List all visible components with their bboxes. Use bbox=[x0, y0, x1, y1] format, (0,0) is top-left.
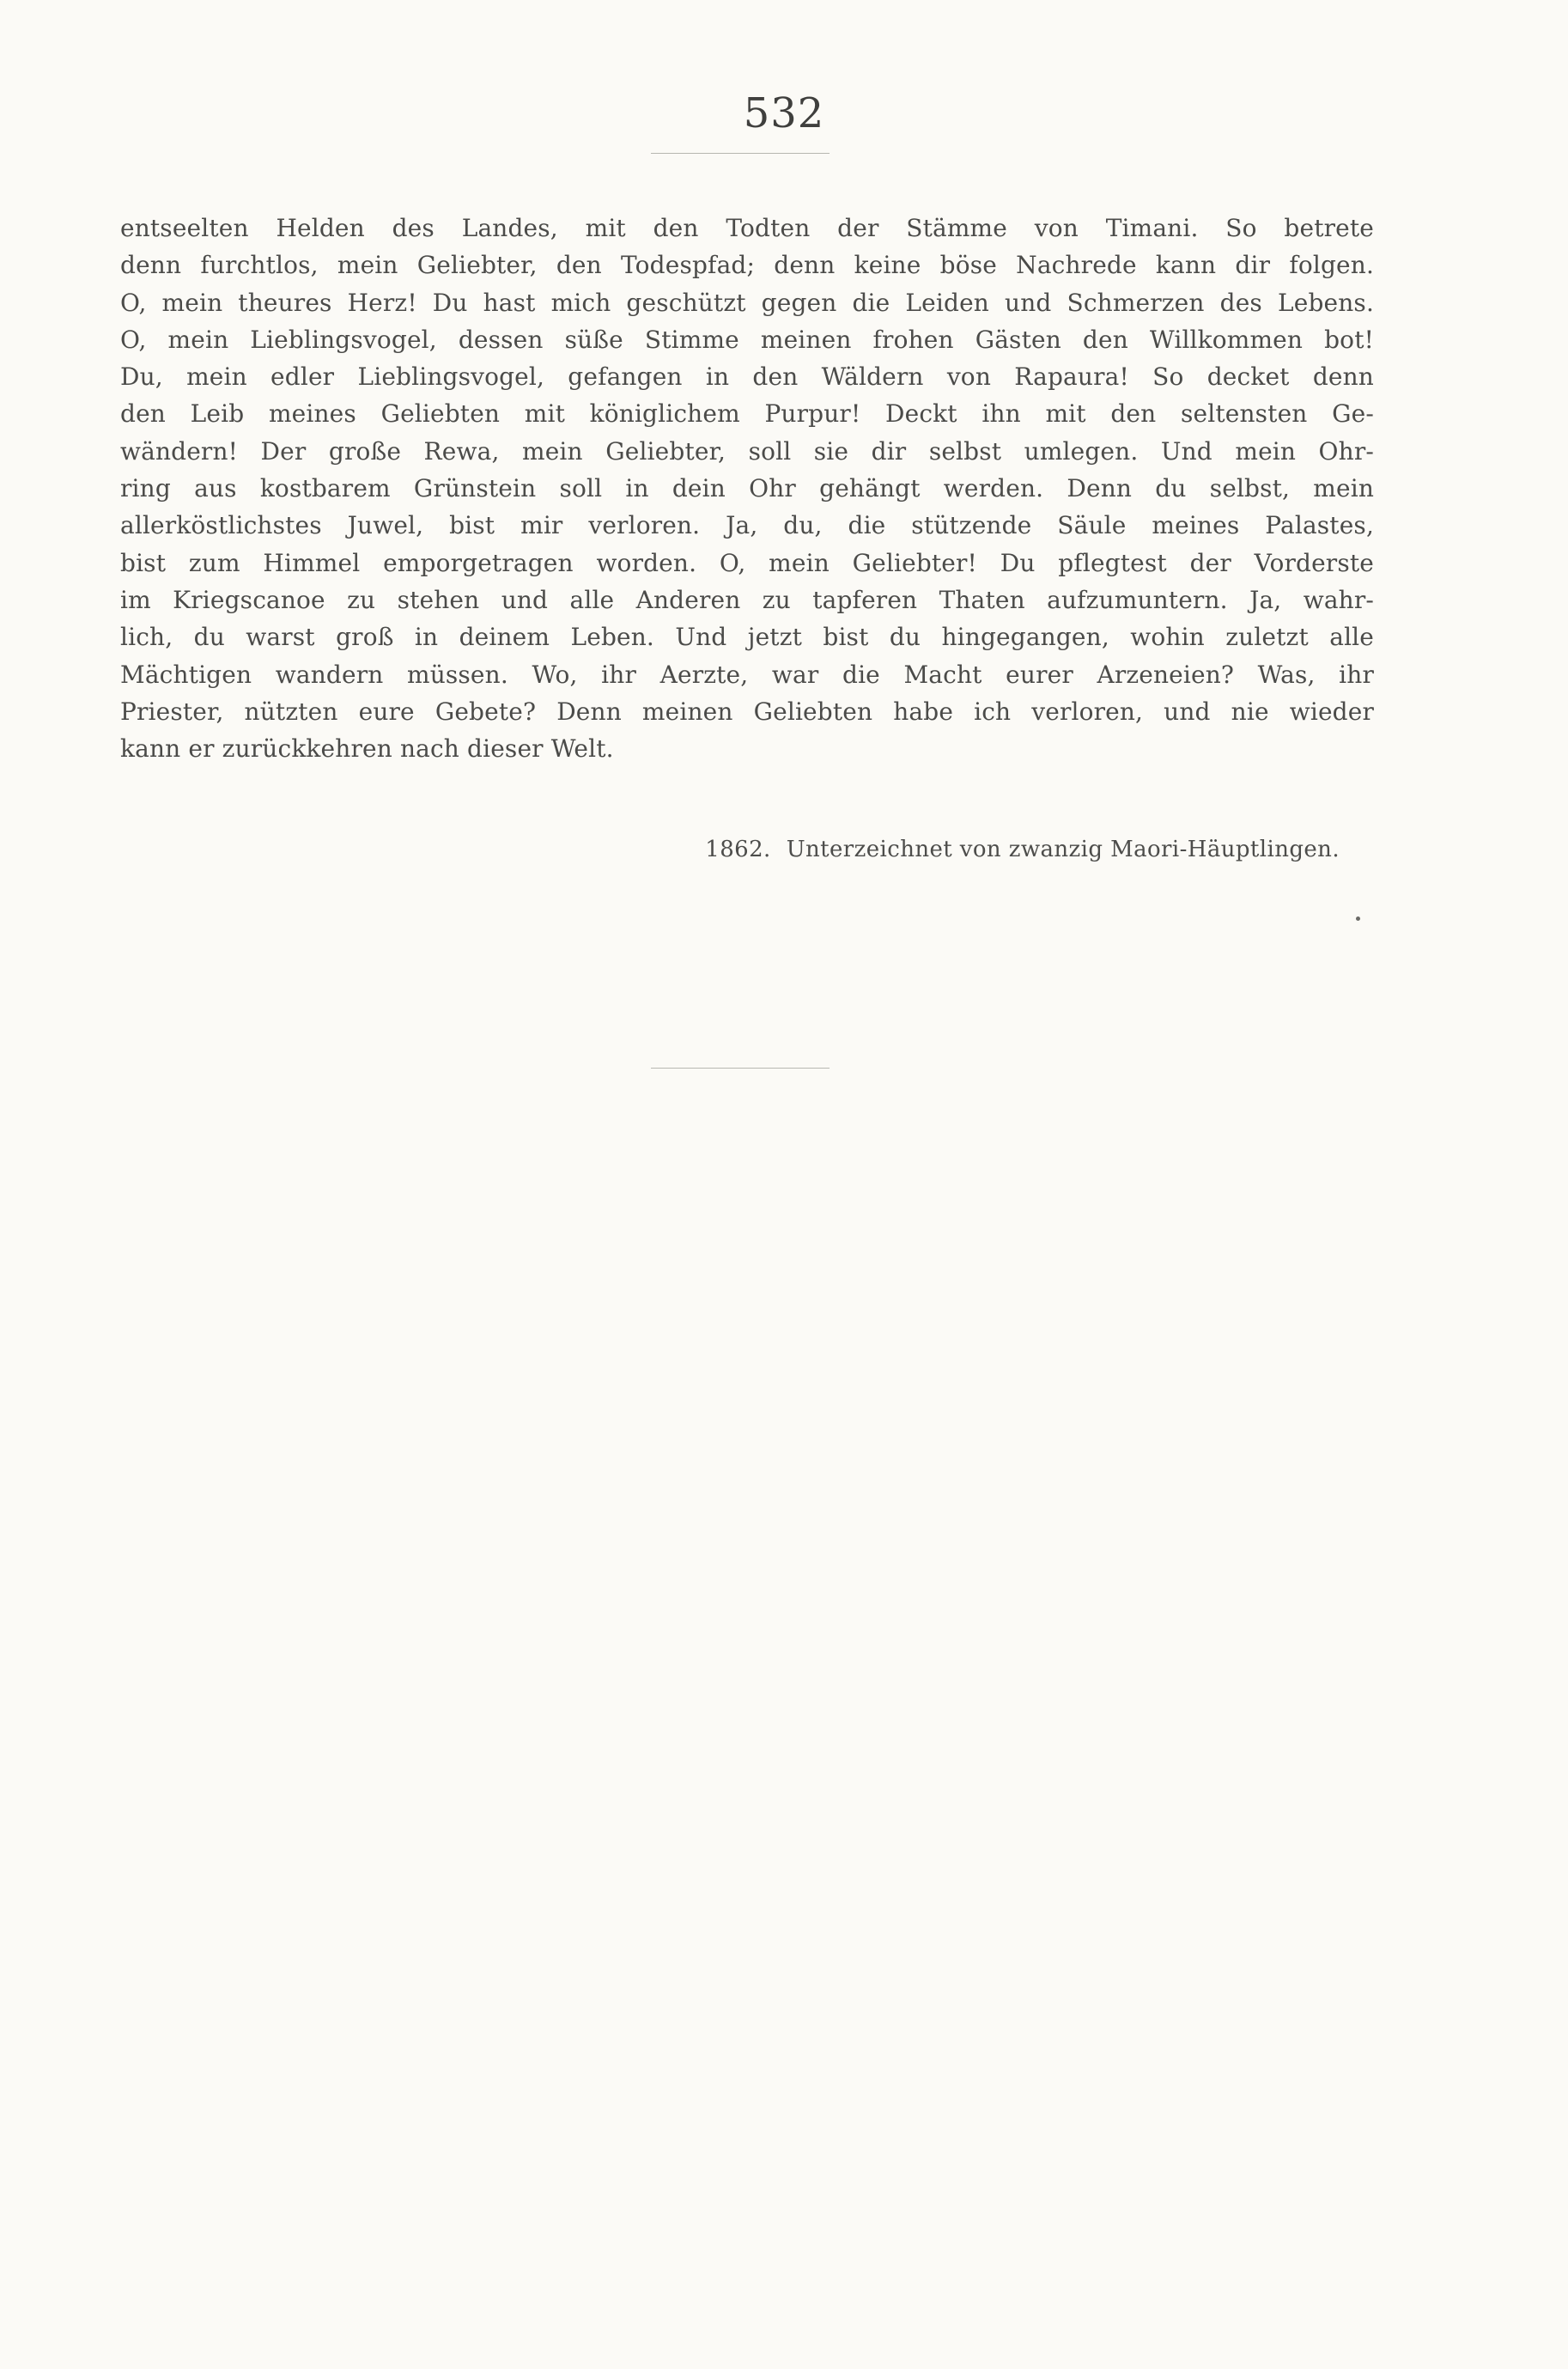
text-line: den Leib meines Geliebten mit königlichem Purpur! Deckt ihn mit den seltensten Ge- bbox=[120, 399, 1374, 429]
header-divider bbox=[651, 153, 830, 154]
text-line: entseelten Helden des Landes, mit den Todten der Stämme von Timani. So betrete bbox=[120, 214, 1374, 242]
page-number: 532 bbox=[743, 89, 825, 137]
text-line: Du, mein edler Lieblingsvogel, gefangen in den Wäldern von Rapaura! So decket denn bbox=[120, 362, 1374, 392]
text-line: lich, du warst groß in deinem Leben. Und jetzt bist du hingegangen, wohin zuletzt alle bbox=[120, 623, 1374, 652]
signature-line bbox=[650, 837, 1340, 862]
signature-year: 1862. bbox=[705, 837, 771, 862]
text-line: kann er zurückkehren nach dieser Welt. bbox=[120, 734, 614, 764]
text-line: bist zum Himmel emporgetragen worden. O, mein Geliebter! Du pflegtest der Vorderste bbox=[120, 548, 1374, 577]
text-line: O, mein Lieblingsvogel, dessen süße Stimme meinen frohen Gästen den Willkommen bot! bbox=[120, 325, 1374, 354]
text-line: Priester, nützten eure Gebete? Denn meinen Geliebten habe ich verloren, und nie wieder bbox=[120, 697, 1374, 726]
text-line: im Kriegscanoe zu stehen und alle Anderen zu tapferen Thaten aufzumuntern. Ja, wahr- bbox=[120, 585, 1374, 614]
signature-text: Unterzeichnet von zwanzig Maori-Häuptlingen. bbox=[786, 837, 1340, 862]
end-divider bbox=[651, 1068, 830, 1069]
text-line: ring aus kostbarem Grünstein soll in dein Ohr gehängt werden. Denn du selbst, mein bbox=[120, 474, 1374, 503]
ink-dot bbox=[1356, 917, 1360, 921]
text-line: wändern! Der große Rewa, mein Geliebter, soll sie dir selbst umlegen. Und mein Ohr- bbox=[120, 436, 1374, 466]
body-text bbox=[120, 210, 1374, 767]
text-line: O, mein theures Herz! Du hast mich geschützt gegen die Leiden und Schmerzen des Lebens. bbox=[120, 288, 1374, 317]
text-line: denn furchtlos, mein Geliebter, den Todespfad; denn keine böse Nachrede kann dir folgen. bbox=[120, 251, 1374, 280]
text-line: Mächtigen wandern müssen. Wo, ihr Aerzte, war die Macht eurer Arzeneien? Was, ihr bbox=[120, 660, 1374, 689]
text-line: allerköstlichstes Juwel, bist mir verloren. Ja, du, die stützende Säule meines Palastes, bbox=[120, 511, 1374, 540]
